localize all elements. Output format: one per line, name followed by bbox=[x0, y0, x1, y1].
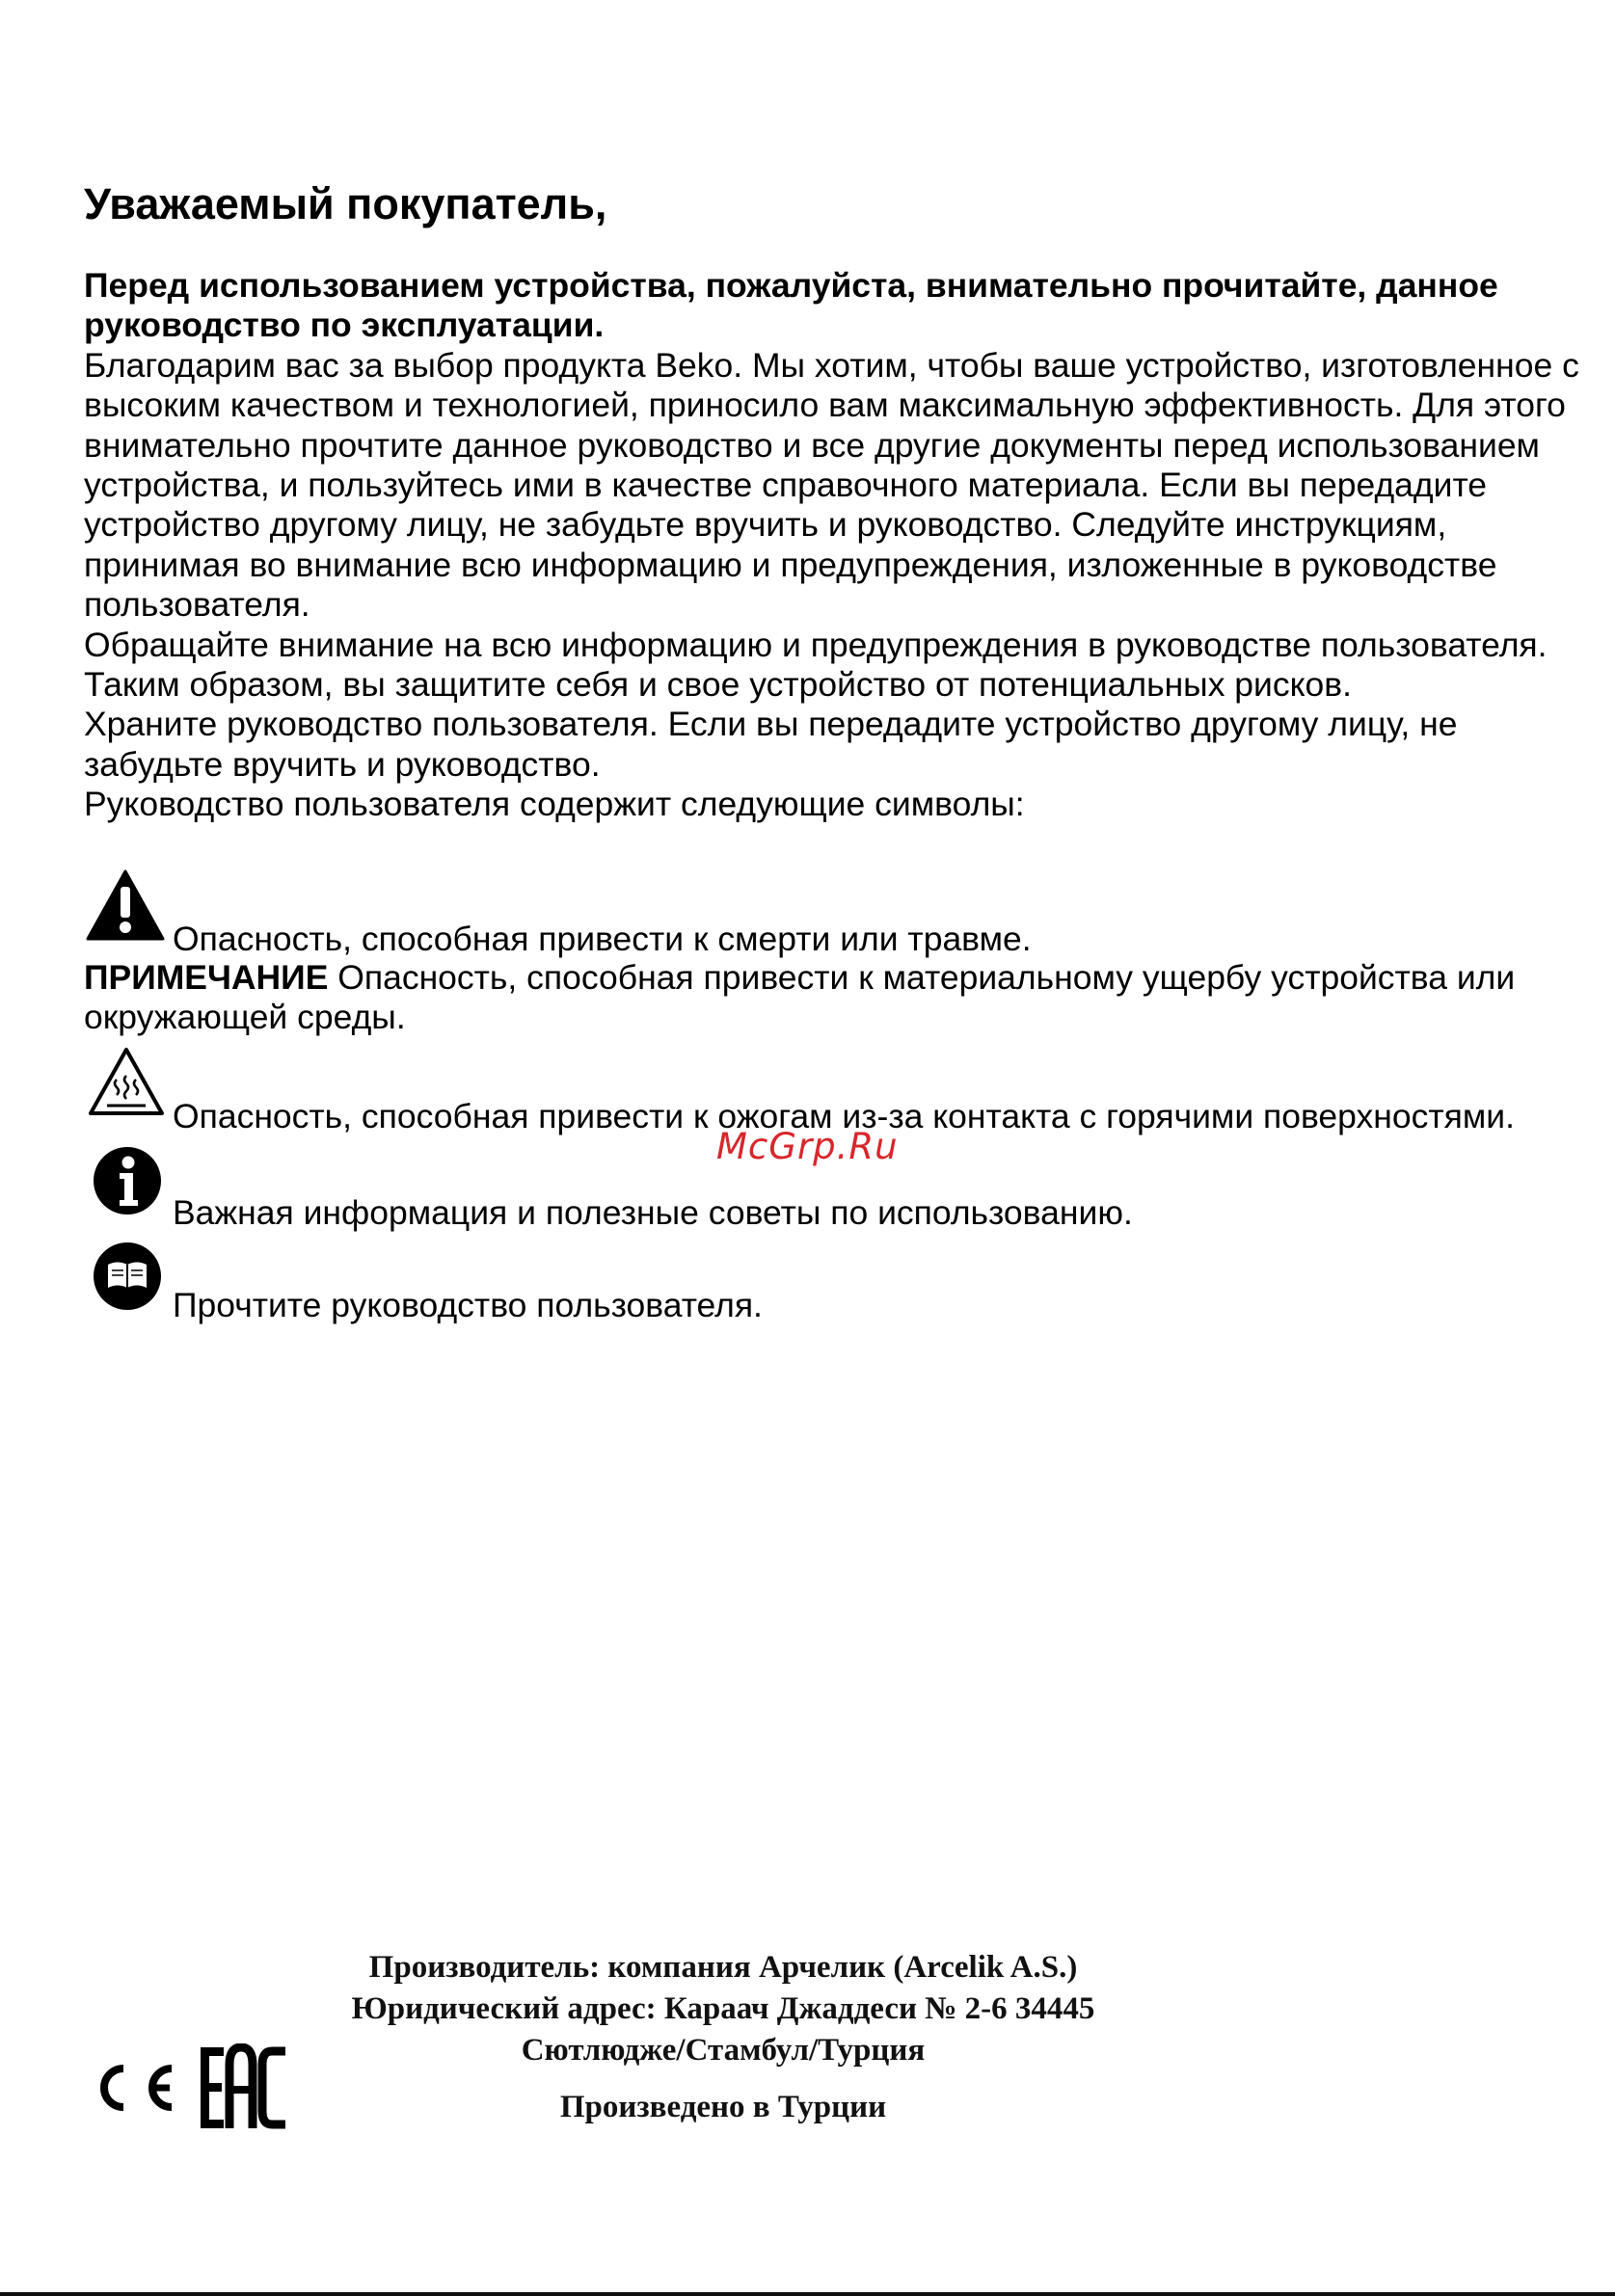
symbol-info-text: Важная информация и полезные советы по использованию. bbox=[173, 1193, 1133, 1232]
page-bottom-rule bbox=[0, 2292, 1615, 2296]
intro-paragraph: Благодарим вас за выбор продукта Beko. Мы хотим, чтобы ваше устройство, изготовленное с высоким качеством и технологией, приносило вам максимальную эффективность. Для этого внимательно прочтите данное руководство и все другие документы перед использованием устройства, и пользуйтесь ими в качестве справочного материала. Если вы передадите устройство другому лицу, не забудьте вручить и руководство. Следуйте инструкциям, принимая во внимание всю информацию и предупреждения, изложенные в руководстве пользователя. bbox=[84, 345, 1579, 625]
book-icon bbox=[93, 1241, 162, 1311]
warning-triangle-icon bbox=[86, 869, 165, 941]
symbol-hot-surface-row bbox=[84, 1047, 1615, 1134]
intro-bold-lead: Перед использованием устройства, пожалуйста, внимательно прочитайте, данное руководство по эксплуатации. bbox=[84, 266, 1498, 345]
symbol-hot-surface-text: Опасность, способная привести к ожогам из-за контакта с горячими поверхностями. bbox=[173, 1097, 1515, 1135]
footer-address: Юридический адрес: Караач Джаддеси № 2-6 34445 bbox=[351, 1991, 1095, 2026]
page-title: Уважаемый покупатель, bbox=[84, 179, 607, 228]
footer-made-in: Произведено в Турции bbox=[559, 2090, 887, 2124]
intro-paragraph: Руководство пользователя содержит следующие символы: bbox=[84, 785, 1025, 824]
hot-surface-icon bbox=[88, 1047, 165, 1116]
symbol-info-row bbox=[84, 1145, 1337, 1232]
note-block bbox=[84, 958, 1588, 1038]
symbol-manual-row bbox=[84, 1240, 1048, 1326]
note-label: ПРИМЕЧАНИЕ bbox=[84, 958, 329, 997]
intro-text bbox=[84, 266, 1588, 825]
watermark-text: McGrp.Ru bbox=[716, 1126, 899, 1167]
note-text: Опасность, способная привести к материальному ущербу устройства или окружающей среды. bbox=[84, 958, 1516, 1037]
symbol-danger-text: Опасность, способная привести к смерти или травме. bbox=[173, 920, 1032, 958]
footer-address: Сютлюдже/Стамбул/Турция bbox=[521, 2033, 926, 2068]
footer-manufacturer: Производитель: компания Арчелик (Arcelik A.S.) bbox=[368, 1950, 1078, 1985]
info-icon bbox=[93, 1146, 162, 1215]
intro-paragraph: Обращайте внимание на всю информацию и предупреждения в руководстве пользователя. Таким образом, вы защитите себя и свое устройство от потенциальных рисков. bbox=[84, 625, 1548, 705]
symbol-danger-row bbox=[84, 868, 1588, 958]
ce-eac-marks-icon bbox=[83, 2043, 295, 2132]
intro-paragraph: Храните руководство пользователя. Если вы передадите устройство другому лицу, не забудьте вручить и руководство. bbox=[84, 705, 1458, 784]
symbol-manual-text: Прочтите руководство пользователя. bbox=[173, 1286, 763, 1324]
